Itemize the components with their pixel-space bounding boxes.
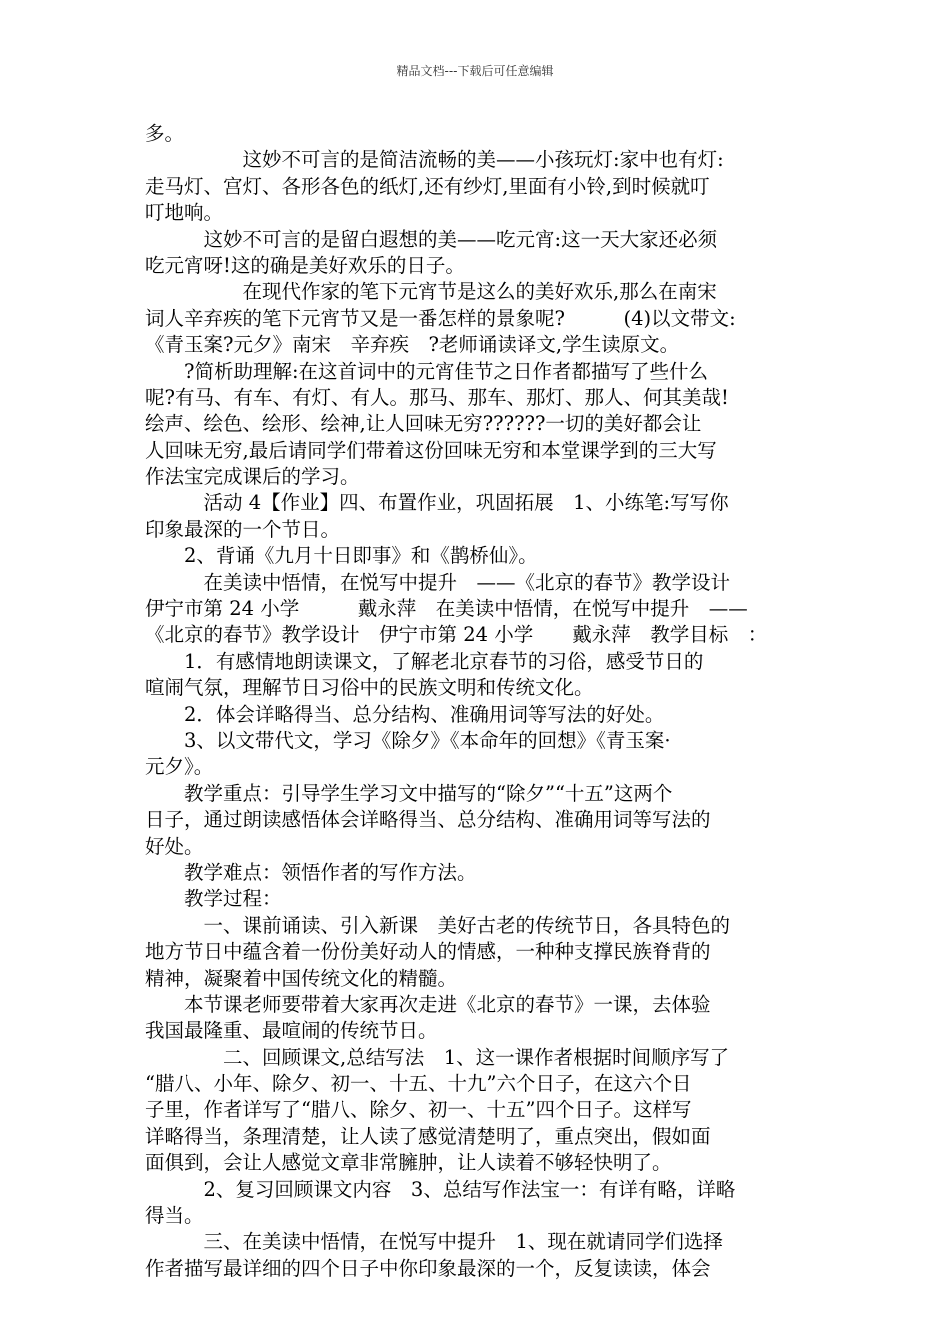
text-line: 作者描写最详细的四个日子中你印象最深的一个，反复读读，体会 [145, 1256, 711, 1280]
text-line: 精神，凝聚着中国传统文化的精髓。 [145, 966, 458, 990]
text-line: 《青玉案?元夕》南宋 辛弃疾 ?老师诵读译文,学生读原文。 [145, 333, 680, 357]
text-line: 这妙不可言的是留白遐想的美——吃元宵:这一天大家还必须 [145, 227, 718, 251]
text-line: 2、复习回顾课文内容 3、总结写作法宝一：有详有略，详略 [145, 1177, 736, 1201]
text-line: 呢?有马、有车、有灯、有人。那马、那车、那灯、那人、何其美哉! [145, 385, 729, 409]
text-line: 元夕》。 [145, 755, 214, 779]
text-line: 活动 4【作业】四、布置作业，巩固拓展 1、小练笔:写写你 [145, 491, 729, 515]
text-line: 教学难点：领悟作者的写作方法。 [145, 860, 477, 884]
text-line: 一、课前诵读、引入新课 美好古老的传统节日，各具特色的 [145, 913, 731, 937]
text-line: 教学重点：引导学生学习文中描写的“除夕”“十五”这两个 [145, 781, 673, 805]
text-line: 印象最深的一个节日。 [145, 517, 341, 541]
text-line: 得当。 [145, 1204, 204, 1228]
text-line: 本节课老师要带着大家再次走进《北京的春节》一课，去体验 [145, 992, 711, 1016]
text-line: 多。 [145, 122, 185, 145]
text-line: 在现代作家的笔下元宵节是这么的美好欢乐,那么在南宋 [145, 280, 717, 304]
text-line: 教学过程： [145, 887, 282, 911]
text-line: 《北京的春节》教学设计 伊宁市第 24 小学 戴永萍 教学目标 ： [145, 623, 768, 647]
text-line: 3、以文带代文，学习《除夕》《本命年的回想》《青玉案· [145, 728, 671, 752]
text-line: 2．体会详略得当、总分结构、准确用词等写法的好处。 [145, 702, 665, 726]
text-line: 好处。 [145, 834, 204, 858]
document-body [145, 121, 810, 1282]
text-line: 词人辛弃疾的笔下元宵节又是一番怎样的景象呢? (4)以文带文: [145, 306, 736, 330]
page-header: 精品文档---下载后可任意编辑 [396, 64, 554, 78]
text-line: “腊八、小年、除夕、初一、十五、十九”六个日子，在这六个日 [145, 1072, 692, 1096]
text-line: 1．有感情地朗读课文，了解老北京春节的习俗，感受节日的 [145, 649, 704, 673]
text-line: 在美读中悟情，在悦写中提升 ——《北京的春节》教学设计 [145, 570, 731, 594]
text-line: 地方节日中蕴含着一份份美好动人的情感，一种种支撑民族脊背的 [145, 940, 711, 964]
text-line: 二、回顾课文,总结写法 1、这一课作者根据时间顺序写了 [145, 1045, 730, 1069]
text-line: 我国最隆重、最喧闹的传统节日。 [145, 1019, 438, 1043]
text-line: 三、在美读中悟情，在悦写中提升 1、现在就请同学们选择 [145, 1230, 723, 1254]
text-line: 人回味无穷,最后请同学们带着这份回味无穷和本堂课学到的三大写 [145, 438, 717, 462]
text-line: 2、背诵《九月十日即事》和《鹊桥仙》。 [145, 544, 538, 568]
text-line: ?简析助理解:在这首词中的元宵佳节之日作者都描写了些什么 [145, 359, 709, 383]
text-line: 详略得当，条理清楚，让人读了感觉清楚明了，重点突出，假如面 [145, 1124, 711, 1148]
text-line: 叮地响。 [145, 201, 224, 225]
text-line: 走马灯、宫灯、各形各色的纸灯,还有纱灯,里面有小铃,到时候就叮 [145, 174, 710, 198]
text-line: 喧闹气氛，理解节日习俗中的民族文明和传统文化。 [145, 676, 594, 700]
text-line: 伊宁市第 24 小学 戴永萍 在美读中悟情，在悦写中提升 —— [145, 597, 748, 621]
text-line: 面俱到，会让人感觉文章非常臃肿，让人读着不够轻快明了。 [145, 1151, 672, 1175]
text-line: 日子，通过朗读感悟体会详略得当、总分结构、准确用词等写法的 [145, 808, 711, 832]
text-line: 这妙不可言的是简洁流畅的美——小孩玩灯:家中也有灯: [145, 148, 724, 172]
text-line: 子里，作者详写了“腊八、除夕、初一、十五”四个日子。这样写 [145, 1098, 692, 1122]
text-line: 绘声、绘色、绘形、绘神,让人回味无穷??????一切的美好都会让 [145, 412, 702, 436]
text-line: 作法宝完成课后的学习。 [145, 465, 360, 489]
text-line: 吃元宵呀!这的确是美好欢乐的日子。 [145, 253, 465, 277]
